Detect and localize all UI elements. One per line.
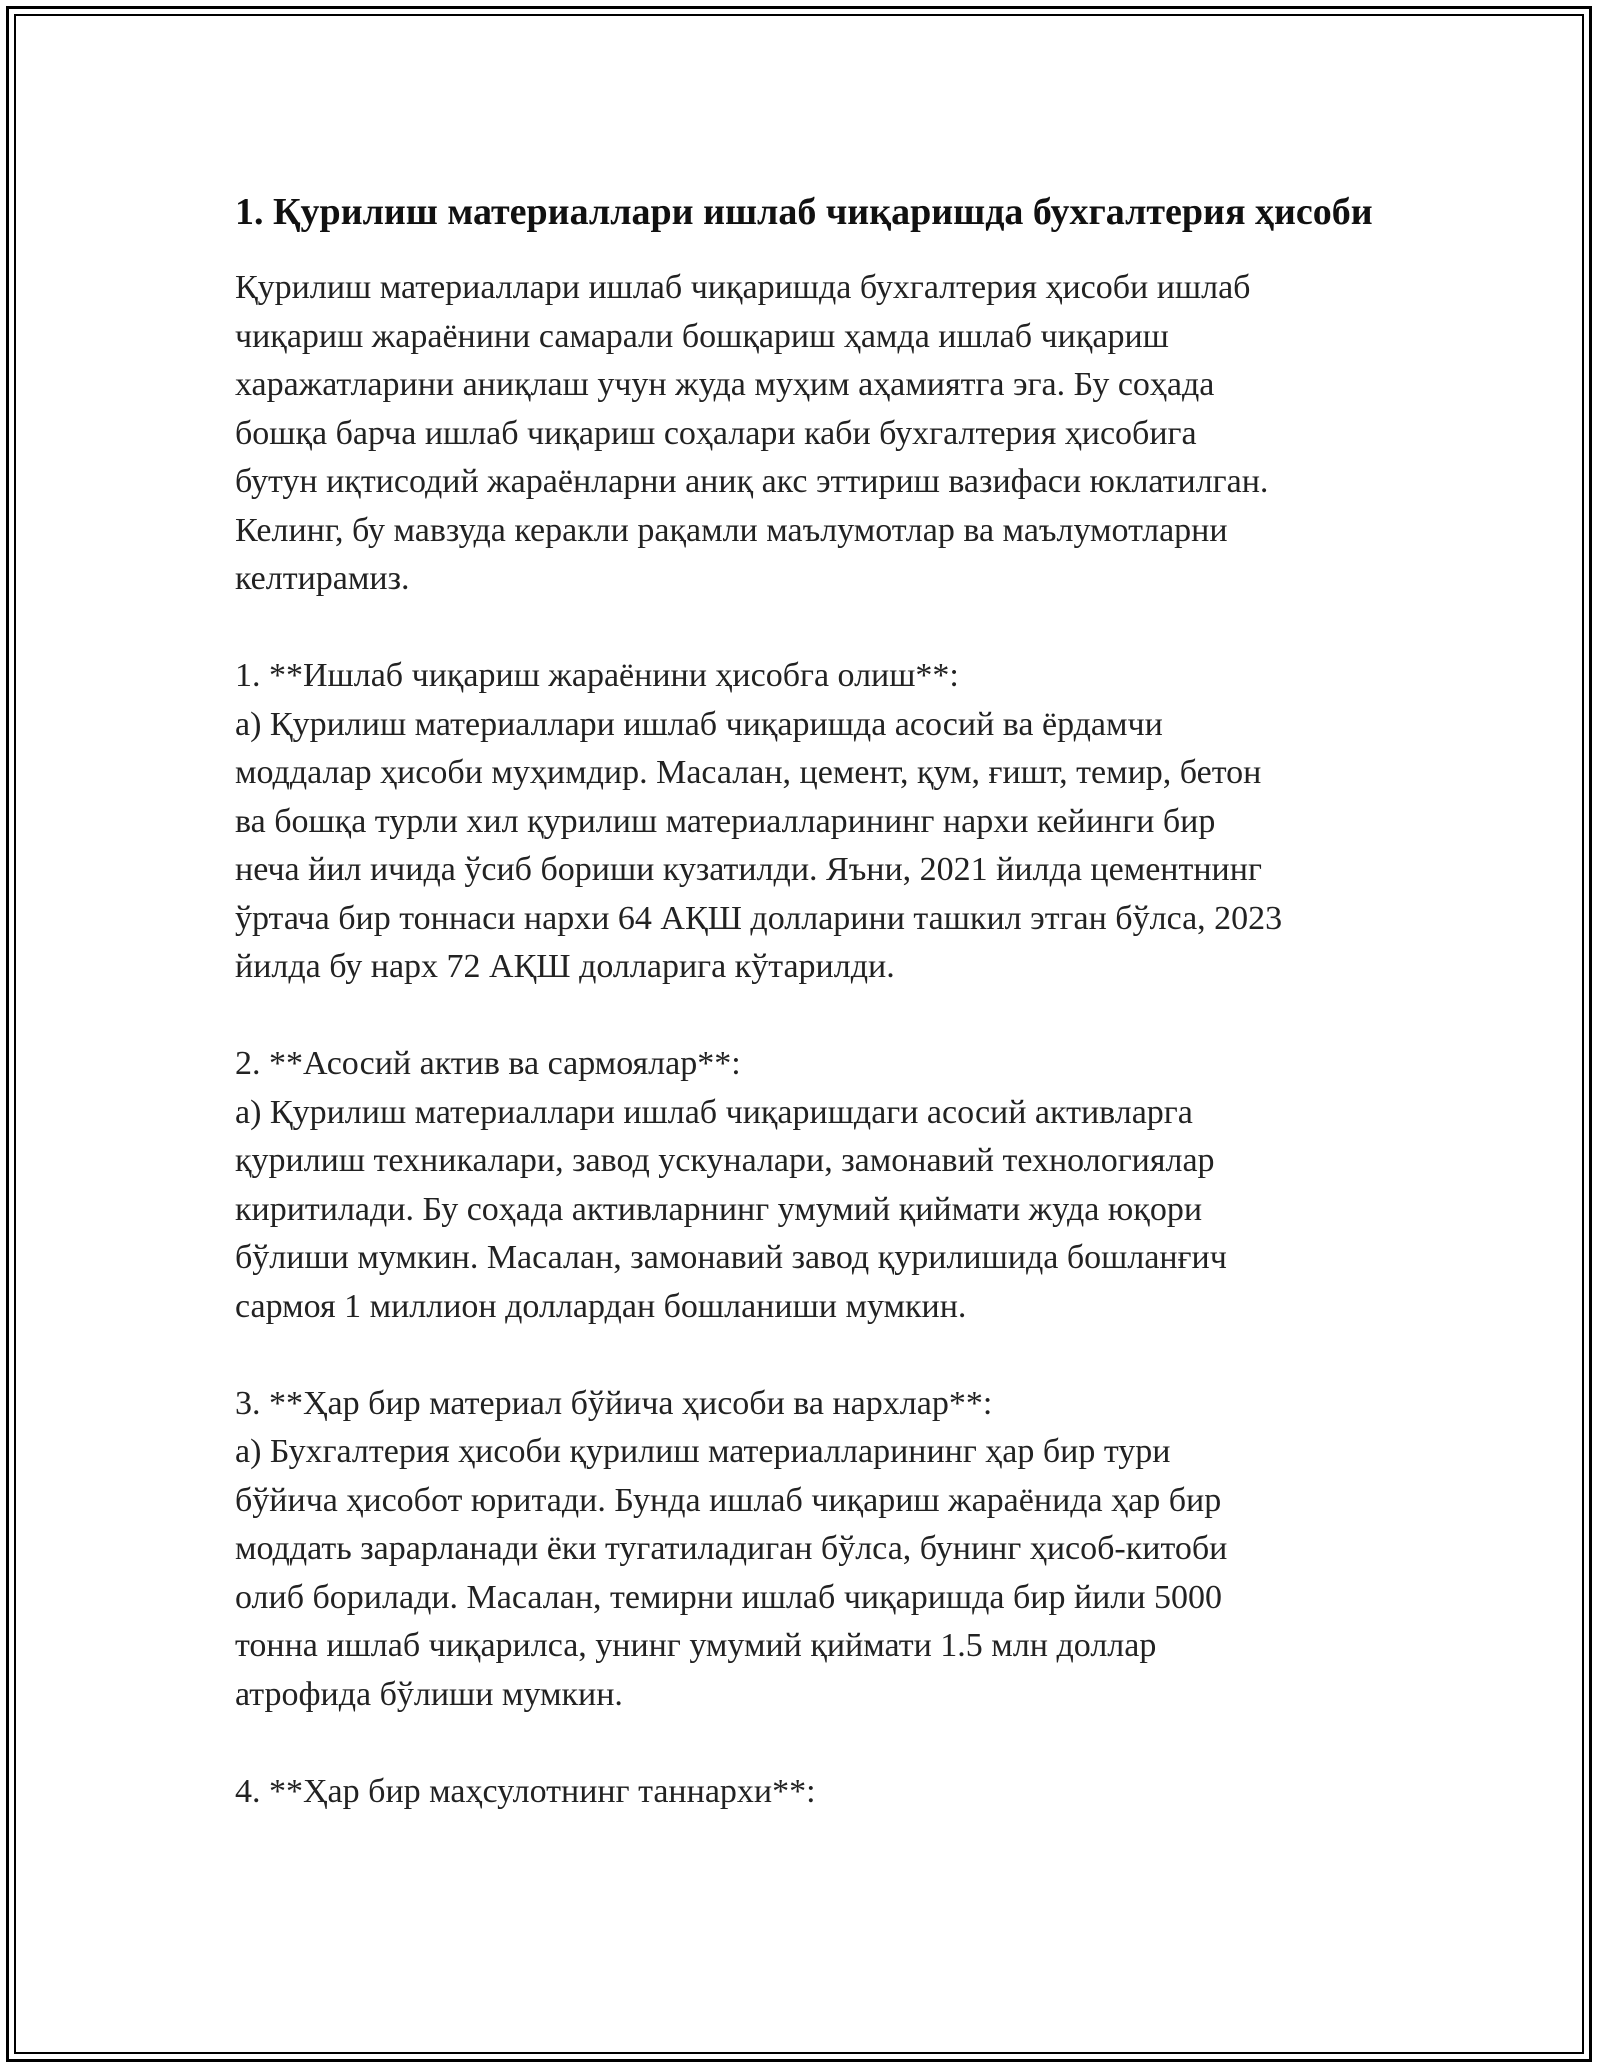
section-4-heading: 4. **Ҳар бир маҳсулотнинг таннархи**: <box>235 1772 816 1810</box>
section-1-body: а) Қурилиш материаллари ишлаб чиқаришда асосий ва ёрдамчи моддалар ҳисоби муҳимдир. Масалан, цемент, қум, ғишт, темир, бетон ва бошқа турли хил қурилиш материалларининг нархи кейинги бир неча йил ичида ўсиб бориши кузатилди. Яъни, 2021 йилда цементнинг ўртача бир тоннаси нархи 64 АҚШ долларини ташкил этган бўлса, 2023 йилда бу нарх 72 АҚШ долларига кўтарилди. <box>235 705 1283 985</box>
paragraph-gap <box>235 1331 1375 1380</box>
intro-paragraph: Қурилиш материаллари ишлаб чиқаришда бухгалтерия ҳисоби ишлаб чиқариш жараёнини самарали бошқариш ҳамда ишлаб чиқариш харажатларини аниқлаш учун жуда муҳим аҳамиятга эга. Бу соҳада бошқа барча ишлаб чиқариш соҳалари каби бухгалтерия ҳисобига бутун иқтисодий жараёнларни аниқ акс эттириш вазифаси юклатилган. Келинг, бу мавзуда керакли рақамли маълумотлар ва маълумотларни келтирамиз. <box>235 269 1269 597</box>
section-3-body: а) Бухгалтерия ҳисоби қурилиш материалларининг ҳар бир тури бўйича ҳисобот юритади. Бунда ишлаб чиқариш жараёнида ҳар бир моддать зарарланади ёки тугатиладиган бўлса, бунинг ҳисоб-китоби олиб борилади. Масалан, темирни ишлаб чиқаришда бир йили 5000 тонна ишлаб чиқарилса, унинг умумий қиймати 1.5 млн доллар атрофида бўлиши мумкин. <box>235 1433 1228 1713</box>
document-title: 1. Қурилиш материаллари ишлаб чиқаришда бухгалтерия ҳисоби <box>235 191 1373 233</box>
paragraph-gap <box>235 992 1375 1041</box>
section-2-heading: 2. **Асосий актив ва сармоялар**: <box>235 1045 741 1082</box>
section-2-body: а) Қурилиш материаллари ишлаб чиқаришдаги асосий активларга қурилиш техникалари, завод ускуналари, замонавий технологиялар киритилади. Бу соҳада активларнинг умумий қиймати жуда юқори бўлиши мумкин. Масалан, замонавий завод қурилишида бошланғич сармоя 1 миллион доллардан бошланиши мумкин. <box>235 1093 1227 1325</box>
section-3-heading: 3. **Ҳар бир материал бўйича ҳисоби ва нархлар**: <box>235 1384 993 1422</box>
document-content <box>235 185 1375 1816</box>
paragraph-gap <box>235 604 1375 653</box>
section-1-heading: 1. **Ишлаб чиқариш жараёнини ҳисобга олиш**: <box>235 657 959 694</box>
paragraph-gap <box>235 1719 1375 1768</box>
